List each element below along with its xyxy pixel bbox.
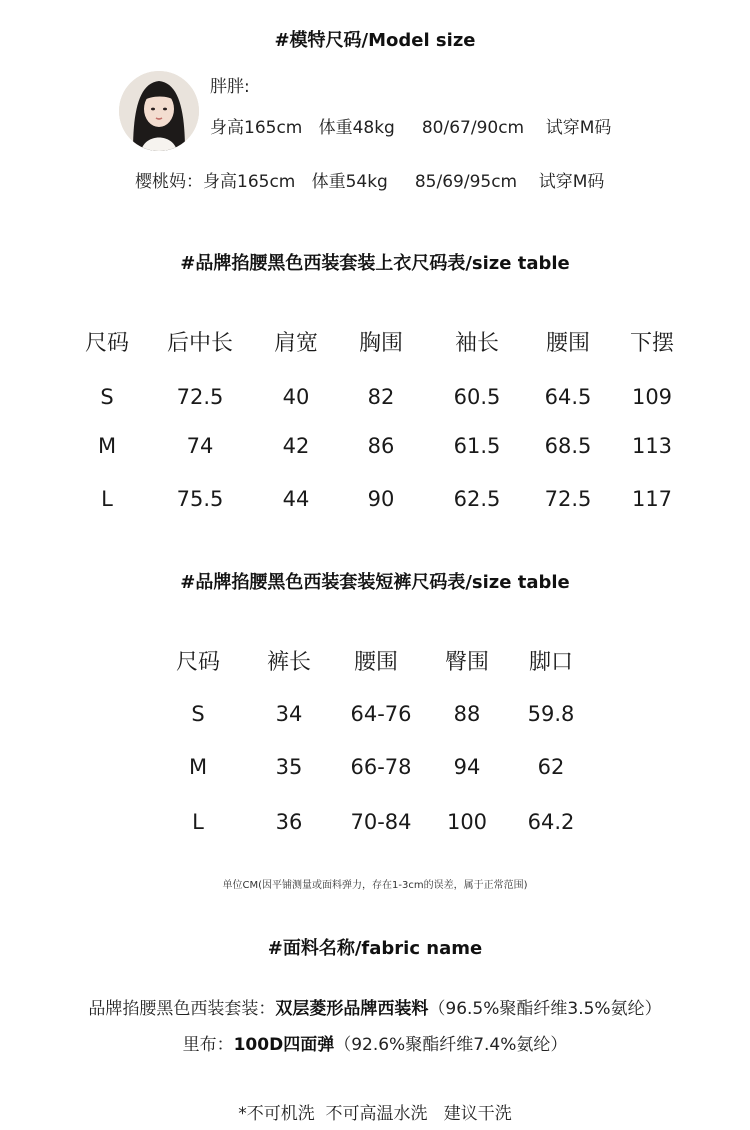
fabric-line2-prefix: 里布： — [182, 1035, 234, 1055]
fabric-line-lining — [0, 1030, 750, 1055]
fabric-title: #面料名称/fabric name — [267, 938, 483, 959]
fabric-line2-suffix: （92.6%聚酯纤维7.4%氨纶） — [334, 1035, 568, 1055]
top-cell: 40 — [282, 385, 310, 409]
shorts-cell: 94 — [453, 755, 481, 779]
shorts-cell: S — [191, 702, 205, 726]
top-cell: 72.5 — [176, 385, 224, 409]
top-header-size: 尺码 — [84, 331, 129, 356]
top-cell: S — [100, 385, 114, 409]
top-header-waist: 腰围 — [545, 331, 590, 356]
fabric-line2-bold: 100D四面弹 — [233, 1035, 335, 1055]
shorts-cell: 66-78 — [350, 755, 412, 779]
shorts-cell: L — [192, 810, 204, 834]
shorts-size-table-title: #品牌掐腰黑色西装套装短裤尺码表/size table — [180, 572, 570, 593]
model-size-title: #模特尺码/Model size — [274, 30, 476, 51]
top-cell: 74 — [186, 434, 214, 458]
top-cell: 64.5 — [544, 385, 592, 409]
top-cell: 60.5 — [453, 385, 501, 409]
model1-stats: 身高165cm 体重48kg 80/67/90cm 试穿M码 — [210, 118, 612, 138]
shorts-header-hip: 臀围 — [444, 650, 489, 675]
model-avatar — [119, 71, 199, 151]
shorts-cell: 64-76 — [350, 702, 412, 726]
shorts-header-length: 裤长 — [266, 650, 311, 675]
shorts-cell: M — [188, 755, 208, 779]
fabric-line-outer — [0, 994, 750, 1019]
top-header-bust: 胸围 — [358, 331, 403, 356]
measurement-note: 单位CM(因平铺测量或面料弹力，存在1-3cm的误差，属于正常范围) — [222, 880, 528, 891]
fabric-line1-prefix: 品牌掐腰黑色西装套装： — [88, 999, 276, 1019]
model-portrait-image — [119, 71, 199, 151]
shorts-cell: 35 — [275, 755, 303, 779]
model2-stats: 樱桃妈：身高165cm 体重54kg 85/69/95cm 试穿M码 — [135, 172, 605, 192]
shorts-cell: 34 — [275, 702, 303, 726]
top-cell: 86 — [367, 434, 395, 458]
top-cell: 117 — [631, 487, 673, 511]
shorts-cell: 88 — [453, 702, 481, 726]
top-cell: 90 — [367, 487, 395, 511]
care-instructions: *不可机洗 不可高温水洗 建议干洗 — [238, 1104, 512, 1124]
shorts-cell: 100 — [446, 810, 488, 834]
top-cell: 44 — [282, 487, 310, 511]
shorts-cell: 70-84 — [350, 810, 412, 834]
shorts-cell: 64.2 — [527, 810, 575, 834]
fabric-line1-bold: 双层菱形品牌西装料 — [275, 999, 429, 1019]
shorts-header-leg-opening: 脚口 — [528, 650, 573, 675]
top-header-sleeve: 袖长 — [454, 331, 499, 356]
top-cell: 109 — [631, 385, 673, 409]
top-cell: 68.5 — [544, 434, 592, 458]
top-header-shoulder: 肩宽 — [273, 331, 318, 356]
top-cell: 72.5 — [544, 487, 592, 511]
top-header-back-length: 后中长 — [166, 331, 233, 356]
top-cell: M — [97, 434, 117, 458]
shorts-cell: 59.8 — [527, 702, 575, 726]
top-cell: 113 — [631, 434, 673, 458]
top-cell: 75.5 — [176, 487, 224, 511]
model1-name: 胖胖: — [210, 77, 250, 97]
top-header-hem: 下摆 — [629, 331, 674, 356]
fabric-line1-suffix: （96.5%聚酯纤维3.5%氨纶） — [428, 999, 662, 1019]
top-cell: 62.5 — [453, 487, 501, 511]
shorts-header-waist: 腰围 — [353, 650, 398, 675]
top-cell: 42 — [282, 434, 310, 458]
top-cell: 61.5 — [453, 434, 501, 458]
top-cell: L — [101, 487, 113, 511]
top-cell: 82 — [367, 385, 395, 409]
top-size-table-title: #品牌掐腰黑色西装套装上衣尺码表/size table — [180, 253, 570, 274]
shorts-cell: 36 — [275, 810, 303, 834]
shorts-cell: 62 — [537, 755, 565, 779]
shorts-header-size: 尺码 — [175, 650, 220, 675]
